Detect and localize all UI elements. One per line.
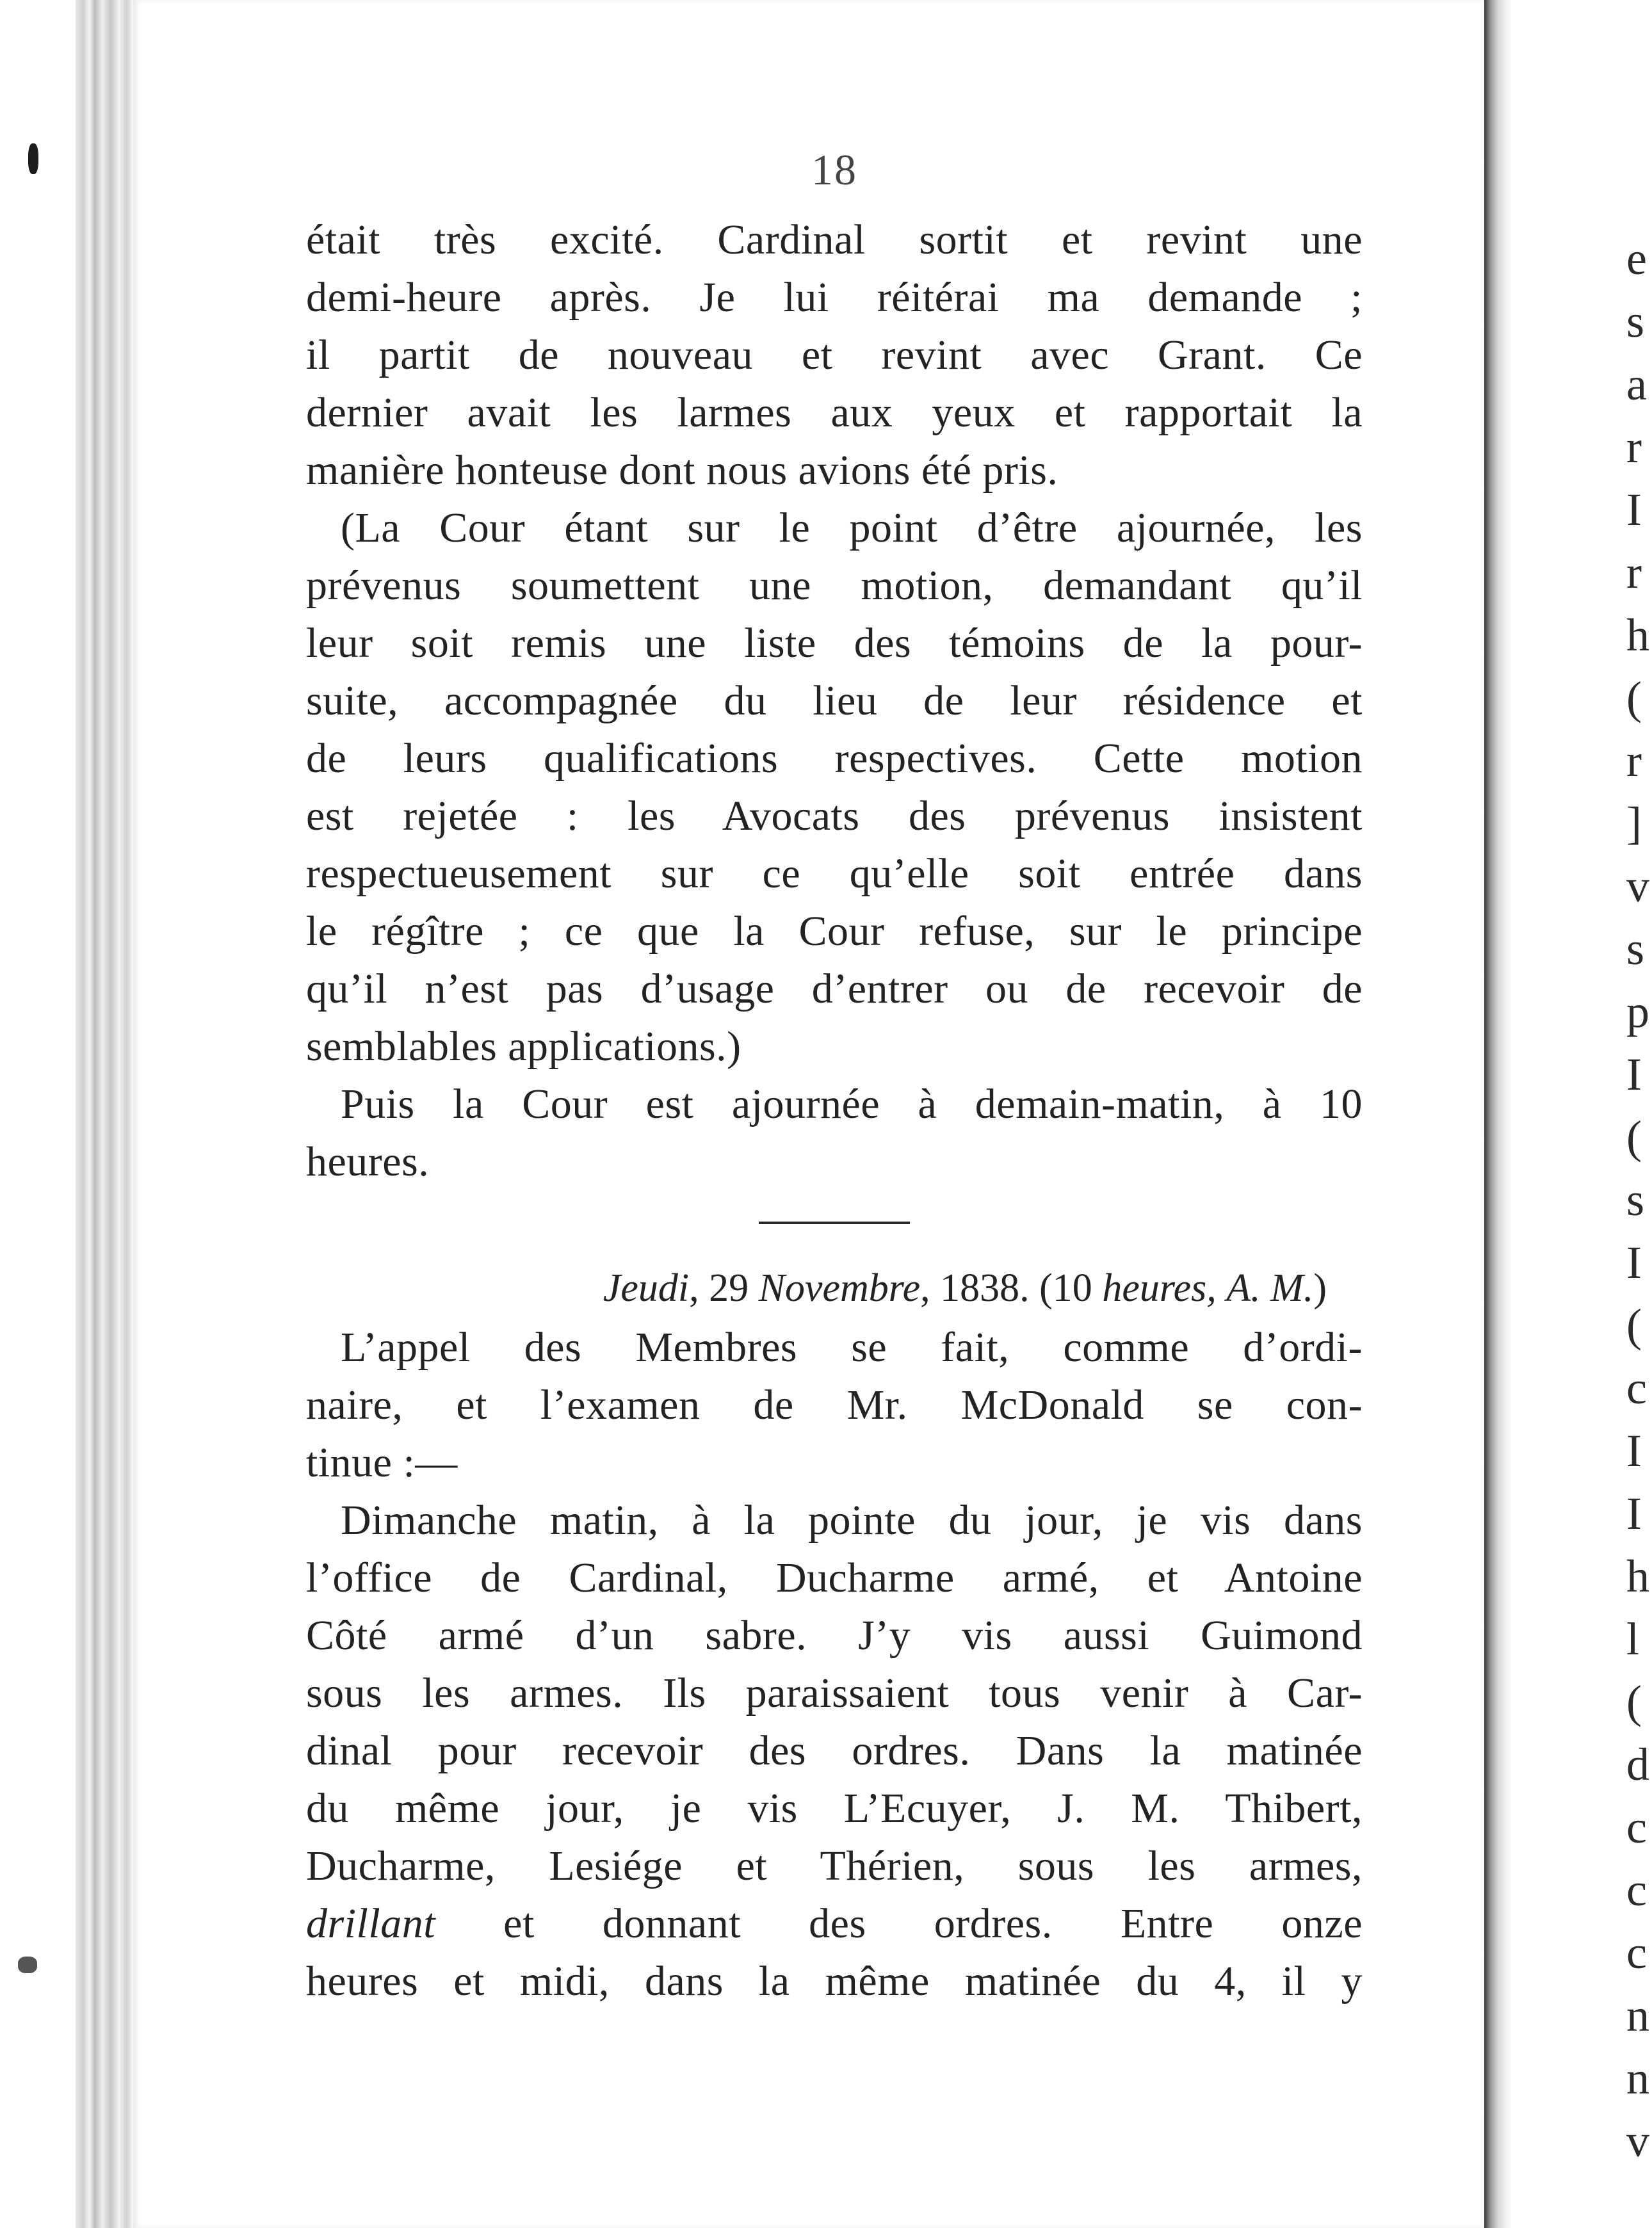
adjacent-page-letter: a <box>1626 359 1647 410</box>
date-month: Novembre <box>758 1266 921 1310</box>
text-line: manière honteuse dont nous avions été pris. <box>306 447 1058 494</box>
date-open: (10 <box>1039 1266 1092 1310</box>
text-line: était très excité. Cardinal sortit et revint une <box>306 216 1363 263</box>
text-line: heures. <box>306 1138 430 1185</box>
text-line: semblables applications.) <box>306 1023 741 1070</box>
text-line: respectueusement sur ce qu’elle soit entrée dans <box>306 850 1363 897</box>
adjacent-page-letter: r <box>1626 735 1642 786</box>
text-line: qu’il n’est pas d’usage d’entrer ou de recevoir de <box>306 965 1363 1012</box>
text-line: dernier avait les larmes aux yeux et rapportait la <box>306 389 1363 436</box>
edge-mark-top <box>28 143 38 174</box>
adjacent-page-letter: I <box>1626 1049 1642 1100</box>
adjacent-page-letter: ] <box>1626 798 1642 849</box>
testimony-text <box>306 1319 1363 2010</box>
adjacent-page-letter: l <box>1626 1613 1640 1665</box>
date-year: 1838. <box>940 1266 1030 1310</box>
text-line: il partit de nouveau et revint avec Grant. Ce <box>306 332 1363 378</box>
adjacent-page-letter: h <box>1626 609 1649 661</box>
text-line: naire, et l’examen de Mr. McDonald se con- <box>306 1382 1363 1428</box>
text-line: leur soit remis une liste des témoins de la pour- <box>306 620 1363 666</box>
adjacent-page-letter: I <box>1626 484 1642 535</box>
adjacent-page-letter: e <box>1626 233 1647 284</box>
adjacent-page-letter: n <box>1626 1990 1649 2041</box>
adjacent-page-letter: I <box>1626 1488 1642 1539</box>
adjacent-page-letter: I <box>1626 1237 1642 1288</box>
adjacent-page-letter: c <box>1626 1802 1647 1853</box>
adjacent-page-letter: ( <box>1626 1676 1642 1727</box>
text-line: dinal pour recevoir des ordres. Dans la matinée <box>306 1727 1363 1774</box>
adjacent-page-letter: c <box>1626 1362 1647 1414</box>
page-text <box>306 134 1363 2010</box>
adjacent-page-letter: ( <box>1626 1300 1642 1351</box>
date-sep-2: , <box>920 1266 930 1310</box>
text-line: tinue :— <box>306 1439 458 1486</box>
adjacent-page-letter: s <box>1626 923 1645 974</box>
adjacent-page-letter: r <box>1626 421 1642 472</box>
adjacent-page-letter: ( <box>1626 672 1642 723</box>
text-line: de leurs qualifications respectives. Cette motion <box>306 735 1363 782</box>
adjacent-page-letter: v <box>1626 860 1649 912</box>
adjacent-page-letter: d <box>1626 1739 1649 1790</box>
text-line: demi-heure après. Je lui réitérai ma demande ; <box>306 274 1363 321</box>
adjacent-page-letter: n <box>1626 2053 1649 2104</box>
text-line: Ducharme, Lesiége et Thérien, sous les armes, <box>306 1843 1363 1889</box>
adjacent-page-strip <box>1512 0 1652 2228</box>
text-line: suite, accompagnée du lieu de leur résidence et <box>306 677 1363 724</box>
text-line: heures et midi, dans la même matinée du 4, il y <box>306 1958 1363 2005</box>
session-date-heading <box>306 1257 1363 1319</box>
text-line: le régître ; ce que la Cour refuse, sur le principe <box>306 908 1363 955</box>
adjacent-page-letter: s <box>1626 296 1645 347</box>
date-hours: heures, <box>1102 1266 1217 1310</box>
date-number: 29 <box>709 1266 749 1310</box>
date-sep-1: , <box>689 1266 699 1310</box>
text-line: prévenus soumettent une motion, demandant qu’il <box>306 562 1363 609</box>
adjacent-page-letter: ( <box>1626 1111 1642 1163</box>
proceedings-text <box>306 211 1363 1191</box>
text-line: du même jour, je vis L’Ecuyer, J. M. Thibert, <box>306 1785 1363 1832</box>
page-number: 18 <box>811 145 857 194</box>
text-line: est rejetée : les Avocats des prévenus insistent <box>306 793 1363 839</box>
date-day: Jeudi <box>603 1266 690 1310</box>
adjacent-page-letter: p <box>1626 986 1649 1037</box>
text-line: (La Cour étant sur le point d’être ajournée, les <box>341 505 1363 551</box>
edge-mark-bottom <box>18 1957 37 1973</box>
book-spine-edge <box>76 0 133 2228</box>
adjacent-page-letter: c <box>1626 1864 1647 1916</box>
text-line: l’office de Cardinal, Ducharme armé, et Antoine <box>306 1554 1363 1601</box>
date-close: ) <box>1313 1266 1327 1310</box>
section-divider <box>759 1222 910 1224</box>
text-line: Puis la Cour est ajournée à demain-matin, à 10 <box>341 1081 1363 1127</box>
date-am: A. M. <box>1226 1266 1314 1310</box>
text-line: drillant et donnant des ordres. Entre onze <box>306 1900 1363 1947</box>
adjacent-page-letter: c <box>1626 1927 1647 1978</box>
page-fold-shadow <box>1484 0 1512 2228</box>
italic-word: drillant <box>306 1900 436 1947</box>
adjacent-page-letter: r <box>1626 547 1642 598</box>
adjacent-page-letter: s <box>1626 1174 1645 1225</box>
text-line: L’appel des Membres se fait, comme d’ordi- <box>341 1324 1363 1371</box>
text-line: sous les armes. Ils paraissaient tous venir à Car- <box>306 1670 1363 1716</box>
adjacent-page-letter: I <box>1626 1425 1642 1476</box>
text-line: Dimanche matin, à la pointe du jour, je vis dans <box>341 1497 1363 1544</box>
adjacent-page-letter: h <box>1626 1551 1649 1602</box>
text-line: Côté armé d’un sabre. J’y vis aussi Guimond <box>306 1612 1363 1659</box>
adjacent-page-letter: v <box>1626 2115 1649 2167</box>
